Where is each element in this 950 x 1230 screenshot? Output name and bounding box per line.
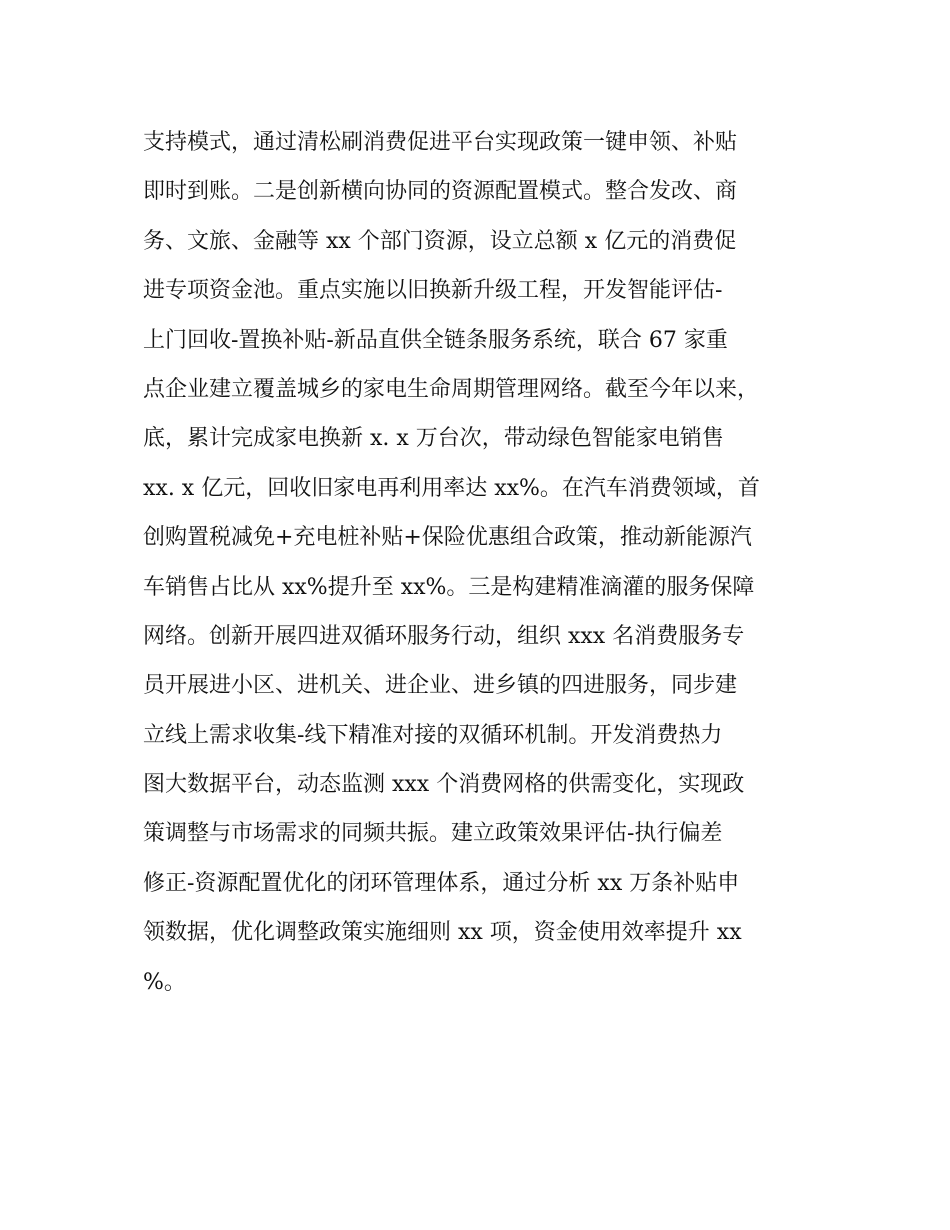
text-line-15: 策调整与市场需求的同频共振。建立政策效果评估-执行偏差 bbox=[143, 821, 723, 847]
text-line-1: 支持模式，通过清松刷消费促进平台实现政策一键申领、补贴 bbox=[143, 130, 738, 155]
text-line-13: 立线上需求收集-线下精准对接的双循环机制。开发消费热力 bbox=[143, 722, 723, 748]
text-line-14: 图大数据平台，动态监测 xxx 个消费网格的供需变化，实现政 bbox=[143, 772, 745, 798]
text-line-11: 网络。创新开展四进双循环服务行动，组织 xxx 名消费服务专 bbox=[143, 623, 745, 649]
body-paragraph bbox=[143, 123, 843, 1012]
text-line-10: 车销售占比从 xx%提升至 xx%。三是构建精准滴灌的服务保障 bbox=[143, 574, 755, 600]
text-line-6: 点企业建立覆盖城乡的家电生命周期管理网络。截至今年以来， bbox=[143, 376, 760, 402]
text-line-17: 领数据，优化调整政策实施细则 xx 项，资金使用效率提升 xx bbox=[143, 920, 742, 946]
text-line-18: %。 bbox=[143, 969, 186, 995]
text-line-3: 务、文旅、金融等 xx 个部门资源，设立总额 x 亿元的消费促 bbox=[143, 228, 737, 254]
text-line-4: 进专项资金池。重点实施以旧换新升级工程，开发智能评估- bbox=[143, 278, 723, 304]
text-line-9: 创购置税减免+充电桩补贴+保险优惠组合政策，推动新能源汽 bbox=[143, 525, 752, 551]
text-line-8: xx. x 亿元，回收旧家电再利用率达 xx%。在汽车消费领域，首 bbox=[143, 475, 760, 501]
text-line-2: 即时到账。二是创新横向协同的资源配置模式。整合发改、商 bbox=[143, 179, 738, 205]
text-line-12: 员开展进小区、进机关、进企业、进乡镇的四进服务，同步建 bbox=[143, 673, 738, 699]
text-line-16: 修正-资源配置优化的闭环管理体系，通过分析 xx 万条补贴申 bbox=[143, 870, 740, 896]
text-line-7: 底，累计完成家电换新 x. x 万台次，带动绿色智能家电销售 bbox=[143, 426, 724, 452]
text-line-5: 上门回收-置换补贴-新品直供全链条服务系统，联合 67 家重 bbox=[143, 327, 728, 353]
